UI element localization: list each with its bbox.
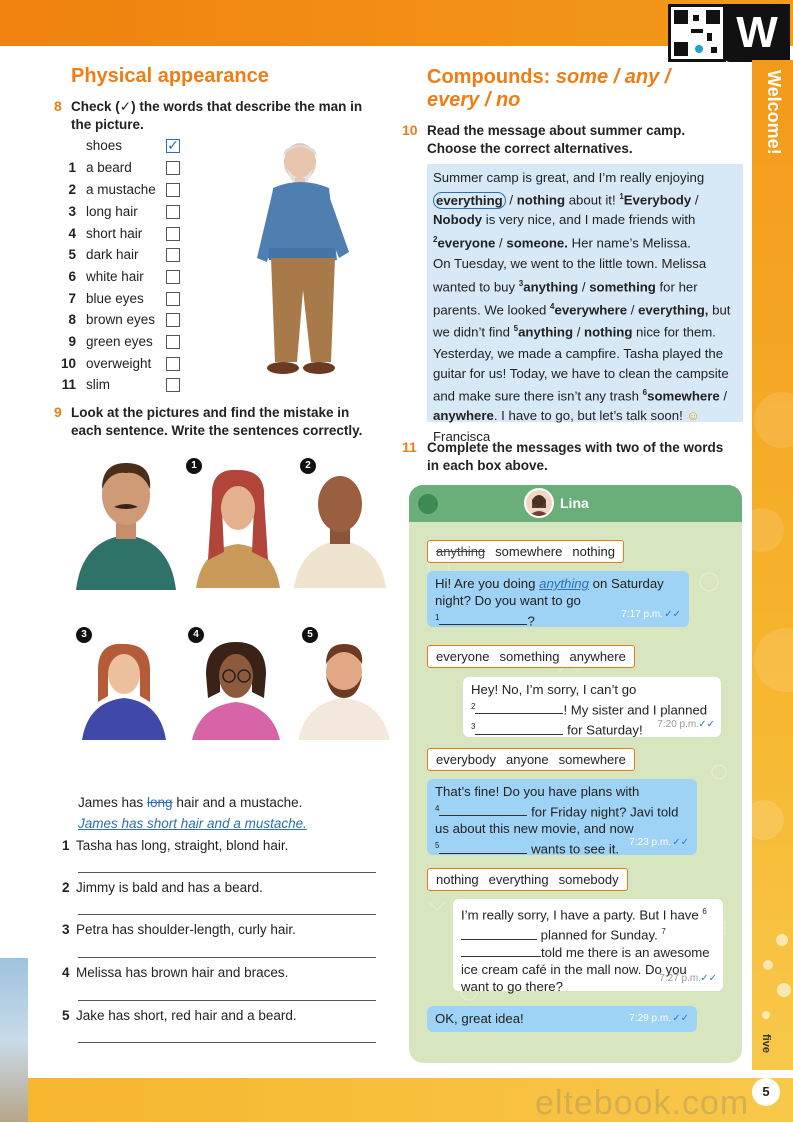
item-word: dark hair bbox=[86, 247, 139, 262]
list-item bbox=[60, 182, 190, 203]
answer-gap[interactable] bbox=[475, 722, 563, 735]
sentence-text: Melissa has brown hair and braces. bbox=[76, 965, 289, 980]
side-strip bbox=[752, 60, 793, 1070]
qr-code-icon[interactable] bbox=[668, 4, 726, 62]
picture-number: 4 bbox=[188, 627, 204, 643]
checkbox[interactable] bbox=[166, 378, 180, 392]
message-paragraph: Yesterday, we made a campfire. Tasha played the guitar for us! Today, we have to clean the campsite and make sure there isn’t any trash $^6$somewhere / anywhere. I have to go, but let’s talk soon! ☺ bbox=[433, 346, 729, 423]
item-number: 1 bbox=[68, 160, 76, 175]
message-time: 7:23 p.m. bbox=[629, 837, 671, 848]
item-number: 9 bbox=[68, 334, 76, 349]
sentence-number: 4 bbox=[62, 965, 70, 980]
example-answer: James has short hair and a mustache. bbox=[78, 816, 307, 831]
crossed-word: long bbox=[147, 795, 173, 810]
chat-message-incoming: I’m really sorry, I have a party. But I have $^6$ planned for Sunday. $^7$told me there is an awesome ice cream café in the mall now. Do you want to go there? 7:27 p.m. ✓✓ bbox=[453, 899, 723, 991]
box-word: everybody bbox=[436, 752, 496, 767]
sentence-part: hair and a mustache. bbox=[172, 795, 303, 810]
decorative-circles bbox=[752, 60, 793, 1070]
man-illustration bbox=[245, 140, 365, 385]
portrait-james bbox=[72, 455, 180, 590]
item-number: 4 bbox=[68, 226, 76, 241]
crossed-word: anything bbox=[436, 544, 486, 559]
page-number: 5 bbox=[752, 1078, 780, 1106]
sentence-text: Jimmy is bald and has a beard. bbox=[76, 880, 263, 895]
message-time: 7:17 p.m. bbox=[621, 609, 663, 620]
item-word: overweight bbox=[86, 356, 152, 371]
list-item bbox=[60, 226, 190, 247]
checkbox[interactable] bbox=[166, 313, 180, 327]
option-word[interactable]: anything bbox=[523, 279, 579, 295]
checkbox[interactable] bbox=[166, 161, 180, 175]
read-receipt-icon: ✓✓ bbox=[700, 973, 717, 984]
word-box bbox=[427, 645, 635, 668]
read-receipt-icon: ✓✓ bbox=[672, 1013, 689, 1024]
list-item bbox=[60, 377, 190, 398]
item-word: slim bbox=[86, 377, 110, 392]
sentence-text: Jake has short, red hair and a beard. bbox=[76, 1008, 297, 1023]
word-box bbox=[427, 540, 624, 563]
item-number: 5 bbox=[68, 247, 76, 262]
box-word: somewhere bbox=[558, 752, 626, 767]
answer-line[interactable] bbox=[78, 1042, 376, 1043]
checkbox[interactable] bbox=[166, 205, 180, 219]
option-word[interactable]: everywhere bbox=[554, 302, 628, 317]
list-item bbox=[60, 160, 190, 181]
message-time: 7:27 p.m. bbox=[659, 973, 701, 984]
option-word[interactable]: something bbox=[589, 279, 656, 295]
exercise-instruction: Check (✓) the words that describe the man in the picture. bbox=[71, 99, 363, 132]
exercise-instruction: Read the message about summer camp. Choose the correct alternatives. bbox=[427, 123, 686, 156]
answer-line[interactable] bbox=[78, 957, 376, 958]
answer-line[interactable] bbox=[78, 872, 376, 873]
sentence-number: 1 bbox=[62, 838, 70, 853]
section-title-compounds bbox=[427, 66, 727, 112]
sentence-number: 2 bbox=[62, 880, 70, 895]
list-item bbox=[60, 204, 190, 225]
exercise-instruction: Look at the pictures and find the mistake in each sentence. Write the sentences correctly. bbox=[71, 405, 363, 438]
box-word: everyone bbox=[436, 649, 490, 664]
title-words: some / any / every / no bbox=[427, 66, 671, 111]
checkbox[interactable] bbox=[166, 292, 180, 306]
exercise-number: 10 bbox=[402, 122, 418, 138]
box-word: anywhere bbox=[569, 649, 626, 664]
item-word: shoes bbox=[86, 138, 123, 153]
sentence-text: Petra has shoulder-length, curly hair. bbox=[76, 922, 296, 937]
picture-number: 5 bbox=[302, 627, 318, 643]
item-word: a beard bbox=[86, 160, 132, 175]
portrait-melissa bbox=[190, 640, 282, 740]
exercise-number: 8 bbox=[54, 98, 62, 114]
item-number: 3 bbox=[68, 204, 76, 219]
option-word[interactable]: everyone bbox=[437, 235, 496, 250]
item-word: white hair bbox=[86, 269, 144, 284]
circled-answer: everything bbox=[433, 192, 506, 209]
picture-number: 2 bbox=[300, 458, 316, 474]
list-item bbox=[60, 312, 190, 333]
checkbox[interactable] bbox=[166, 270, 180, 284]
read-receipt-icon: ✓✓ bbox=[698, 719, 715, 730]
exercise-number: 9 bbox=[54, 404, 62, 420]
portrait-tasha bbox=[192, 468, 284, 588]
box-word: everything bbox=[488, 872, 549, 887]
portrait-jimmy bbox=[292, 468, 388, 588]
message-signature: Francisca bbox=[433, 429, 491, 445]
box-word: somewhere bbox=[495, 544, 563, 559]
answer-gap[interactable] bbox=[475, 701, 563, 714]
chat-message-outgoing: OK, great idea! 7:29 p.m. ✓✓ bbox=[427, 1006, 697, 1032]
option-word[interactable]: anywhere bbox=[433, 407, 494, 423]
sentence bbox=[62, 965, 288, 980]
smile-icon: ☺ bbox=[686, 407, 700, 423]
chat-message-outgoing: Hi! Are you doing anything on Saturday night? Do you want to go $^1$ ? 7:17 p.m. ✓✓ bbox=[427, 571, 689, 627]
item-number: 6 bbox=[68, 269, 76, 284]
message-time: 7:20 p.m. bbox=[657, 719, 699, 730]
list-item bbox=[60, 247, 190, 268]
sentence bbox=[62, 880, 263, 895]
portrait-jake bbox=[296, 640, 392, 740]
item-word: long hair bbox=[86, 204, 138, 219]
box-word: nothing bbox=[436, 872, 479, 887]
sentence bbox=[62, 1008, 297, 1023]
item-number: 2 bbox=[68, 182, 76, 197]
list-item bbox=[60, 356, 190, 377]
checkbox[interactable]: ✓ bbox=[167, 137, 179, 153]
sentence bbox=[62, 922, 296, 937]
message-paragraph: Summer camp is great, and I’m really enjoying everything / nothing about it! $^1$Everybody / Nobody is very nice, and I made friends with $^2$everyone / someone. Her name’s Melissa. bbox=[433, 170, 705, 250]
example-sentence bbox=[78, 795, 302, 810]
word-box bbox=[427, 748, 635, 771]
sentence-text: Tasha has long, straight, blond hair. bbox=[76, 838, 289, 853]
read-receipt-icon: ✓✓ bbox=[664, 609, 681, 620]
message-paragraph: On Tuesday, we went to the little town. Melissa wanted to buy $^3$anything / something for her parents. We looked $^4$everywhere / everything, but we didn’t find $^5$anything / nothing nice for them. bbox=[433, 256, 731, 340]
read-receipt-icon: ✓✓ bbox=[672, 837, 689, 848]
sentence-part: James has bbox=[78, 795, 148, 810]
exercise-instruction: Complete the messages with two of the words in each box above. bbox=[427, 440, 724, 473]
box-word: nothing bbox=[572, 544, 616, 559]
chat-message-outgoing: That’s fine! Do you have plans with $^4$ for Friday night? Javi told us about this new movie, and now $^5$ wants to see it. 7:23 p.m. ✓✓ bbox=[427, 779, 697, 855]
portrait-petra bbox=[80, 640, 168, 740]
unit-badge: W bbox=[724, 4, 790, 62]
option-word[interactable]: someone. bbox=[506, 235, 568, 250]
box-word: something bbox=[499, 649, 560, 664]
item-word: a mustache bbox=[86, 182, 156, 197]
word-box bbox=[427, 868, 628, 891]
answer-gap[interactable] bbox=[461, 927, 537, 940]
page-word: five bbox=[760, 1034, 772, 1053]
list-item bbox=[60, 138, 190, 159]
list-item bbox=[60, 291, 190, 312]
checkbox[interactable] bbox=[166, 357, 180, 371]
box-word: anyone bbox=[505, 752, 549, 767]
item-word: blue eyes bbox=[86, 291, 144, 306]
answer-gap[interactable] bbox=[439, 841, 527, 854]
chat-message-incoming: Hey! No, I’m sorry, I can’t go $^2$ ! My sister and I planned $^3$ for Saturday! 7:20 p.m. ✓✓ bbox=[463, 677, 721, 737]
answer-gap[interactable] bbox=[439, 612, 527, 625]
sentence-number: 3 bbox=[62, 922, 70, 937]
exercise-number: 11 bbox=[402, 439, 417, 455]
photo-edge bbox=[0, 958, 28, 1122]
side-label: Welcome! bbox=[764, 70, 784, 155]
watermark: eltebook.com bbox=[535, 1084, 750, 1122]
checkbox[interactable] bbox=[166, 335, 180, 349]
item-number: 10 bbox=[60, 356, 76, 371]
option-word[interactable]: nothing bbox=[584, 324, 633, 340]
picture-number: 1 bbox=[186, 458, 202, 474]
chat-window bbox=[409, 485, 742, 1063]
option-word[interactable]: anything bbox=[518, 324, 574, 340]
chat-menu-dot[interactable] bbox=[418, 494, 438, 514]
message-time: 7:29 p.m. bbox=[629, 1013, 671, 1024]
checkbox[interactable] bbox=[166, 227, 180, 241]
item-number: 11 bbox=[61, 377, 76, 392]
item-number: 8 bbox=[68, 312, 76, 327]
checkbox[interactable] bbox=[166, 248, 180, 262]
picture-number: 3 bbox=[76, 627, 92, 643]
section-title-physical: Physical appearance bbox=[71, 65, 269, 87]
chat-contact-name: Lina bbox=[560, 495, 589, 511]
summer-camp-message bbox=[427, 164, 743, 445]
sentence bbox=[62, 838, 288, 853]
option-word[interactable]: Nobody bbox=[433, 212, 483, 228]
option-word[interactable]: Everybody bbox=[623, 192, 692, 208]
sentence-number: 5 bbox=[62, 1008, 70, 1023]
avatar bbox=[524, 488, 554, 518]
option-word[interactable]: somewhere bbox=[647, 388, 720, 404]
item-word: green eyes bbox=[86, 334, 153, 349]
item-word: short hair bbox=[86, 226, 143, 241]
answer-gap[interactable] bbox=[461, 944, 541, 957]
list-item bbox=[60, 269, 190, 290]
list-item bbox=[60, 334, 190, 355]
option-word[interactable]: everything, bbox=[638, 302, 709, 317]
box-word: somebody bbox=[558, 872, 619, 887]
item-word: brown eyes bbox=[86, 312, 156, 327]
answer-gap[interactable] bbox=[439, 803, 527, 816]
example-answer: anything bbox=[539, 576, 589, 591]
title-prefix: Compounds: bbox=[427, 66, 556, 88]
answer-line[interactable] bbox=[78, 1000, 376, 1001]
checkbox[interactable] bbox=[166, 183, 180, 197]
answer-line[interactable] bbox=[78, 914, 376, 915]
item-number: 7 bbox=[68, 291, 76, 306]
